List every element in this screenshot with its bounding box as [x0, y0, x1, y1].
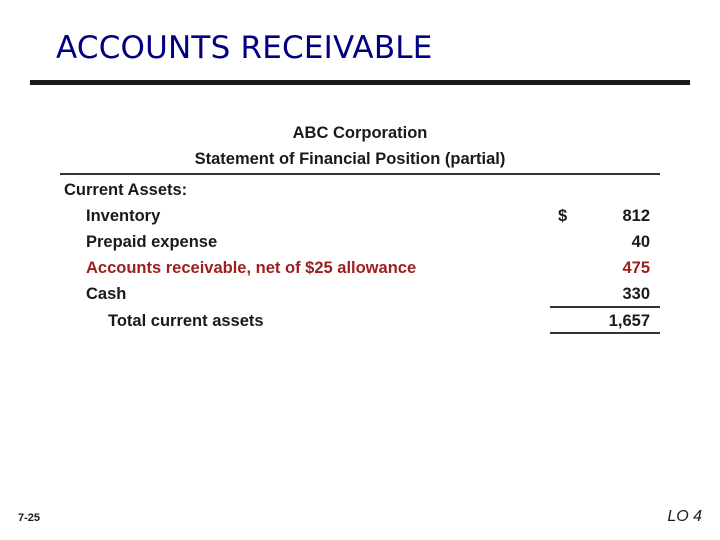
row-label-cash: Cash	[86, 285, 127, 303]
subtotal-rule	[550, 306, 660, 308]
title-divider	[30, 80, 690, 85]
currency-symbol: $	[558, 207, 568, 225]
row-label-inventory: Inventory	[86, 207, 161, 225]
row-amount-cash: 330	[622, 285, 650, 303]
row-amount-inventory: 812	[622, 207, 650, 225]
page-number: 7-25	[18, 512, 41, 524]
total-rule	[550, 332, 660, 334]
statement-title: Statement of Financial Position (partial)	[194, 150, 506, 168]
row-amount-prepaid: 40	[631, 233, 650, 251]
row-label-prepaid: Prepaid expense	[86, 233, 218, 251]
total-amount: 1,657	[608, 312, 650, 330]
total-label: Total current assets	[108, 312, 264, 330]
company-name: ABC Corporation	[292, 124, 428, 142]
row-amount-receivable: 475	[622, 259, 650, 277]
header-divider	[60, 173, 660, 175]
section-label: Current Assets:	[64, 181, 188, 199]
slide-title: ACCOUNTS RECEIVABLE	[56, 30, 433, 66]
row-label-receivable: Accounts receivable, net of $25 allowance	[86, 259, 417, 277]
learning-objective-tag: LO 4	[667, 508, 702, 525]
